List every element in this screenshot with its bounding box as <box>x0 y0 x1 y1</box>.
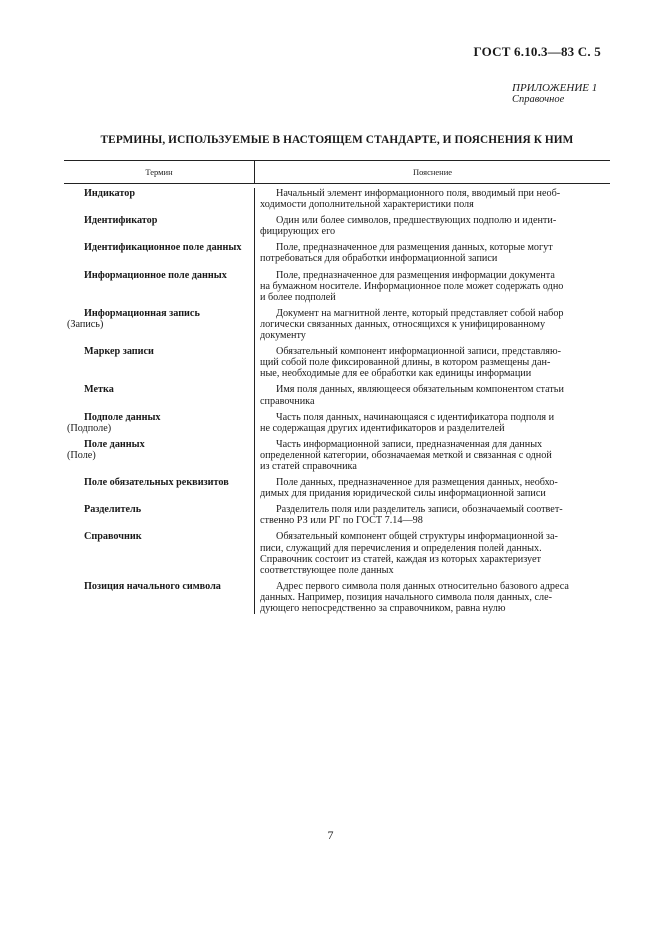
term-name: Позиция начального символа <box>84 580 221 592</box>
explanation-cell <box>254 242 594 264</box>
explanation-line: Поле данных, предназначенное для размещения данных, необхо- <box>276 477 558 489</box>
explanation-cell <box>254 477 594 499</box>
explanation-line: щий собой поле фиксированной длины, в котором размещены дан- <box>260 357 551 369</box>
explanation-line: Документ на магнитной ленте, который представляет собой набор <box>276 307 564 319</box>
appendix-label: ПРИЛОЖЕНИЕ 1 <box>512 82 598 94</box>
term-alias: (Подполе) <box>67 422 112 434</box>
explanation-line: писи, служащий для перечисления и определения полей данных. <box>260 542 542 554</box>
explanation-line: соответствующее поле данных <box>260 564 394 576</box>
document-code: ГОСТ 6.10.3—83 С. 5 <box>473 44 601 59</box>
table-row <box>64 215 610 237</box>
explanation-line: ственно РЗ или РГ по ГОСТ 7.14—98 <box>260 515 423 527</box>
term-name: Идентификационное поле данных <box>84 242 242 254</box>
term-cell <box>64 215 254 237</box>
table-row <box>64 439 610 472</box>
term-cell <box>64 581 254 614</box>
explanation-cell <box>254 412 594 434</box>
term-name: Справочник <box>84 531 142 543</box>
term-name: Разделитель <box>84 504 142 516</box>
term-name: Поле обязательных реквизитов <box>84 477 229 489</box>
explanation-cell <box>254 504 594 526</box>
explanation-line: и более подполей <box>260 291 336 303</box>
table-row <box>64 242 610 264</box>
explanation-line: димых для придания юридической силы информационной записи <box>260 488 546 500</box>
term-cell <box>64 308 254 341</box>
explanation-line: Один или более символов, предшествующих подполю и иденти- <box>276 215 557 227</box>
term-cell <box>64 412 254 434</box>
column-header-explanation: Пояснение <box>412 167 453 177</box>
term-cell <box>64 531 254 575</box>
term-name: Идентификатор <box>84 215 158 227</box>
term-name: Информационное поле данных <box>84 269 227 281</box>
terms-table <box>64 160 610 614</box>
explanation-cell <box>254 581 594 614</box>
column-header-term: Термин <box>64 161 255 183</box>
explanation-line: потребоваться для обработки информационной записи <box>260 253 498 265</box>
table-row <box>64 504 610 526</box>
table-body <box>64 188 610 614</box>
term-name: Индикатор <box>84 188 135 199</box>
explanation-line: логически связанных данных, относящихся к унифицированному <box>260 318 546 330</box>
term-cell <box>64 384 254 406</box>
explanation-line: Обязательный компонент общей структуры информационной за- <box>276 531 558 543</box>
explanation-line: Разделитель поля или разделитель записи, обозначаемый соответ- <box>276 504 563 516</box>
explanation-cell <box>254 439 594 472</box>
explanation-line: определенной категории, обозначаемая меткой и связанная с одной <box>260 449 552 461</box>
explanation-cell <box>254 270 594 303</box>
explanation-line: фицирующих его <box>260 226 336 238</box>
explanation-line: Начальный элемент информационного поля, вводимый при необ- <box>276 188 561 199</box>
explanation-line: справочника <box>260 395 315 407</box>
term-cell <box>64 242 254 264</box>
explanation-line: на бумажном носителе. Информационное поле может содержать одно <box>260 280 564 292</box>
term-name: Информационная запись <box>84 307 200 319</box>
term-cell <box>64 270 254 303</box>
explanation-cell <box>254 384 594 406</box>
table-row <box>64 384 610 406</box>
term-name: Подполе данных <box>84 411 161 423</box>
explanation-line: ходимости дополнительной характеристики поля <box>260 199 474 211</box>
appendix-block <box>512 82 597 106</box>
table-row <box>64 477 610 499</box>
explanation-line: Часть поля данных, начинающаяся с идентификатора подполя и <box>276 411 555 423</box>
page-number: 7 <box>327 828 334 842</box>
table-row <box>64 270 610 303</box>
explanation-line: не содержащая других идентификаторов и разделителей <box>260 422 505 434</box>
appendix-type: Справочное <box>512 94 565 105</box>
explanation-cell <box>254 188 594 210</box>
table-row <box>64 346 610 379</box>
term-name: Поле данных <box>84 438 145 450</box>
explanation-line: Имя поля данных, являющееся обязательным компонентом статьи <box>276 384 564 396</box>
term-name: Метка <box>84 384 114 396</box>
explanation-line: Поле, предназначенное для размещения данных, которые могут <box>276 242 553 254</box>
table-row <box>64 581 610 614</box>
table-row <box>64 531 610 575</box>
explanation-cell <box>254 346 594 379</box>
term-alias: (Запись) <box>67 318 104 330</box>
explanation-cell <box>254 308 594 341</box>
page-title: ТЕРМИНЫ, ИСПОЛЬЗУЕМЫЕ В НАСТОЯЩЕМ СТАНДАРТЕ, И ПОЯСНЕНИЯ К НИМ <box>100 134 574 146</box>
table-row <box>64 308 610 341</box>
explanation-cell <box>254 531 594 575</box>
explanation-line: Справочник состоит из статей, каждая из которых характеризует <box>260 553 541 565</box>
explanation-line: дующего непосредственно за справочником, равна нулю <box>260 603 506 614</box>
explanation-line: из статей справочника <box>260 460 357 472</box>
explanation-line: Поле, предназначенное для размещения информации документа <box>276 269 555 281</box>
explanation-cell <box>254 215 594 237</box>
table-row <box>64 412 610 434</box>
term-cell <box>64 504 254 526</box>
term-alias: (Поле) <box>67 449 96 461</box>
table-header <box>64 160 610 184</box>
term-cell <box>64 477 254 499</box>
explanation-line: Адрес первого символа поля данных относительно базового адреса <box>276 580 569 592</box>
table-row <box>64 188 610 210</box>
explanation-line: ные, необходимые для ее обработки как единицы информации <box>260 368 532 380</box>
term-cell <box>64 439 254 472</box>
term-name: Маркер записи <box>84 346 154 358</box>
term-cell <box>64 188 254 210</box>
explanation-line: документу <box>260 330 306 342</box>
explanation-line: Обязательный компонент информационной записи, представляю- <box>276 346 561 358</box>
explanation-line: Часть информационной записи, предназначенная для данных <box>276 438 543 450</box>
explanation-line: данных. Например, позиция начального символа поля данных, сле- <box>260 591 552 603</box>
term-cell <box>64 346 254 379</box>
